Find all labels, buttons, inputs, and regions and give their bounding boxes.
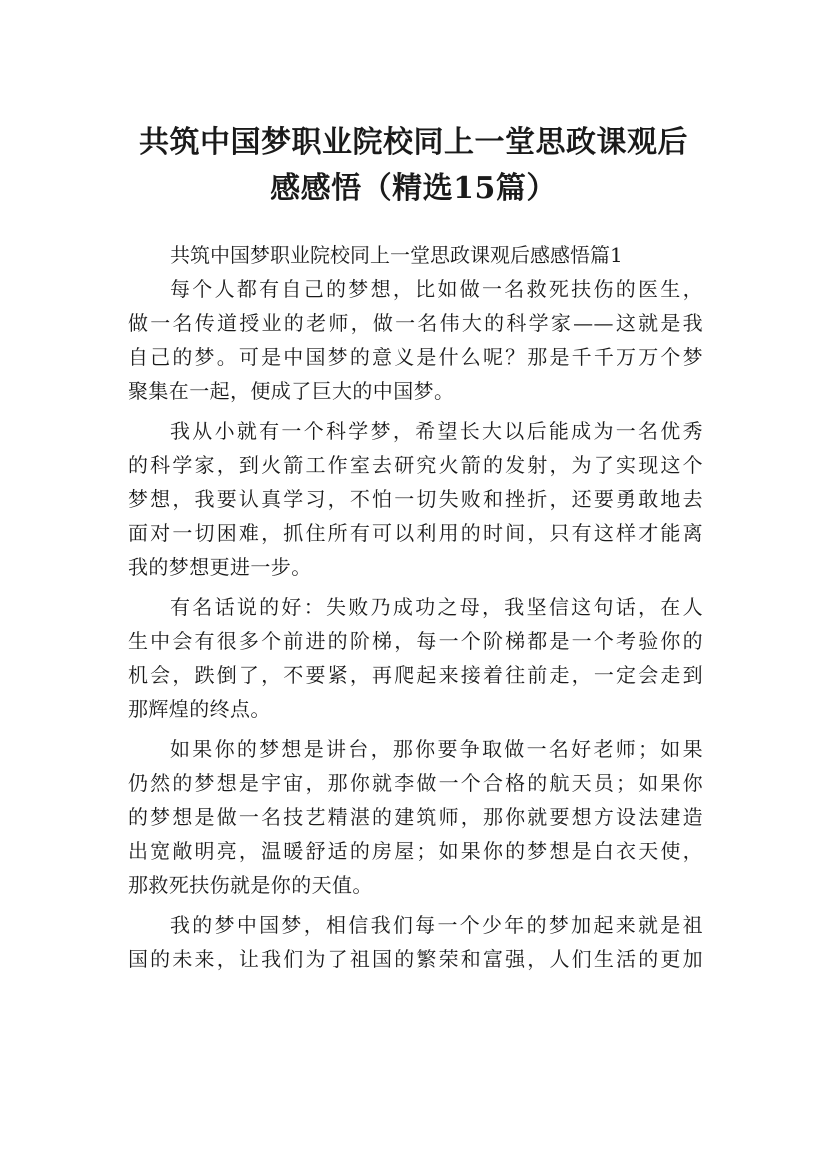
paragraph-line: 仍然的梦想是宇宙，那你就李做一个合格的航天员；如果你 [128, 771, 703, 795]
document-body [128, 238, 703, 976]
paragraph-line: 的梦想是做一名技艺精湛的建筑师，那你就要想方设法建造 [128, 805, 703, 829]
section-heading: 共筑中国梦职业院校同上一堂思政课观后感感悟篇1 [170, 243, 623, 267]
paragraph-line: 生中会有很多个前进的阶梯，每一个阶梯都是一个考验你的 [128, 629, 703, 653]
paragraph-5 [128, 908, 703, 976]
paragraph-line: 出宽敞明亮，温暖舒适的房屋；如果你的梦想是白衣天使， [128, 839, 703, 863]
paragraph-3 [128, 590, 703, 726]
paragraph-line: 做一名传道授业的老师，做一名伟大的科学家——这就是我 [128, 311, 703, 335]
paragraph-1 [128, 272, 703, 408]
paragraph-line: 面对一切困难，抓住所有可以利用的时间，只有这样才能离 [128, 521, 703, 545]
paragraph-line: 那辉煌的终点。 [128, 697, 271, 721]
paragraph-line: 每个人都有自己的梦想，比如做一名救死扶伤的医生， [170, 277, 703, 301]
paragraph-line: 梦想，我要认真学习，不怕一切失败和挫折，还要勇敢地去 [128, 487, 703, 511]
paragraph-line: 聚集在一起，便成了巨大的中国梦。 [128, 379, 455, 403]
paragraph-line: 那救死扶伤就是你的天值。 [128, 873, 373, 897]
paragraph-2 [128, 414, 703, 584]
document-title [100, 120, 727, 212]
paragraph-line: 国的未来，让我们为了祖国的繁荣和富强，人们生活的更加 [128, 947, 703, 971]
paragraph-line: 自己的梦。可是中国梦的意义是什么呢？那是千千万万个梦 [128, 345, 703, 369]
title-line-2: 感感悟（精选15篇） [270, 171, 557, 207]
paragraph-line: 我的梦中国梦，相信我们每一个少年的梦加起来就是祖 [170, 913, 703, 937]
title-line-1: 共筑中国梦职业院校同上一堂思政课观后 [139, 125, 688, 161]
paragraph-line: 我从小就有一个科学梦，希望长大以后能成为一名优秀 [170, 419, 703, 443]
paragraph-line: 的科学家，到火箭工作室去研究火箭的发射，为了实现这个 [128, 453, 703, 477]
paragraph-4 [128, 732, 703, 902]
paragraph-line: 机会，跌倒了，不要紧，再爬起来接着往前走，一定会走到 [128, 663, 703, 687]
paragraph-line: 有名话说的好：失败乃成功之母，我坚信这句话，在人 [170, 595, 703, 619]
paragraph-line: 我的梦想更进一步。 [128, 555, 312, 579]
paragraph-line: 如果你的梦想是讲台，那你要争取做一名好老师；如果 [170, 737, 703, 761]
